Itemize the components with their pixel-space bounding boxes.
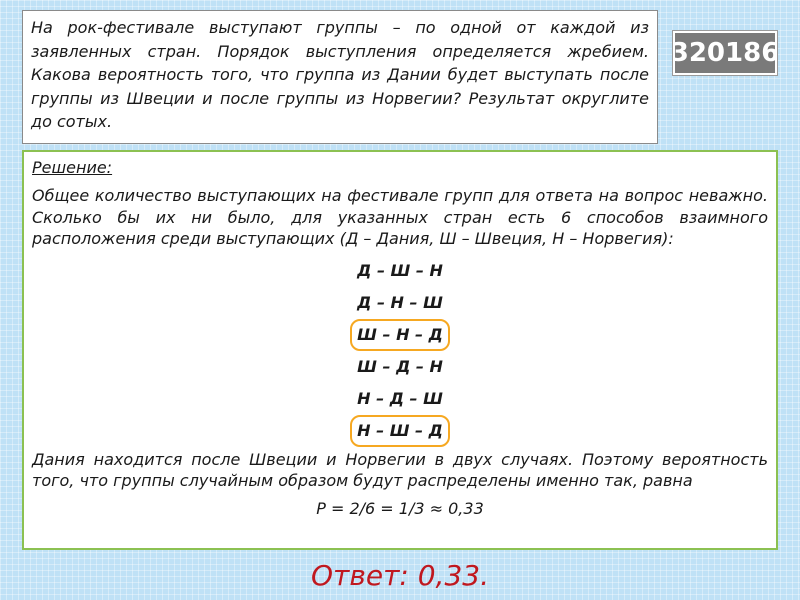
solution-heading: Решение: bbox=[32, 158, 113, 177]
answer-text: Ответ: 0,33. bbox=[311, 559, 489, 592]
arrangement-item: Ш – Д – Н bbox=[357, 356, 443, 376]
problem-text: На рок-фестивале выступают группы – по одной от каждой из заявленных стран. Порядок выступления определяется жребием. Какова вероятность того, что группа из Дании будет выступать после группы из Швеции и после группы из Норвегии? Результат округлите до сотых. bbox=[31, 18, 649, 132]
task-id-badge: 320186 bbox=[673, 31, 777, 75]
arrangement-item: Д – Н – Ш bbox=[357, 292, 443, 312]
arrangement-item: Н – Д – Ш bbox=[357, 388, 443, 408]
arrangement-item: Д – Ш – Н bbox=[357, 260, 443, 280]
probability-formula: P = 2/6 = 1/3 ≈ 0,33 bbox=[316, 498, 484, 518]
solution-box bbox=[22, 150, 778, 550]
solution-intro: Общее количество выступающих на фестивале групп для ответа на вопрос неважно. Сколько бы их ни было, для указанных стран есть 6 способов взаимного расположения среди выступающих (Д – Дания, Ш – Швеция, Н – Норвегия): bbox=[32, 186, 768, 248]
solution-conclusion: Дания находится после Швеции и Норвегии в двух случаях. Поэтому вероятность того, что группы случайным образом будут распределены именно так, равна bbox=[32, 449, 768, 490]
arrangement-item: Ш – Н – Д bbox=[350, 319, 450, 351]
arrangement-item: Н – Ш – Д bbox=[350, 415, 450, 447]
problem-box bbox=[22, 10, 658, 144]
arrangement-list bbox=[32, 255, 768, 447]
